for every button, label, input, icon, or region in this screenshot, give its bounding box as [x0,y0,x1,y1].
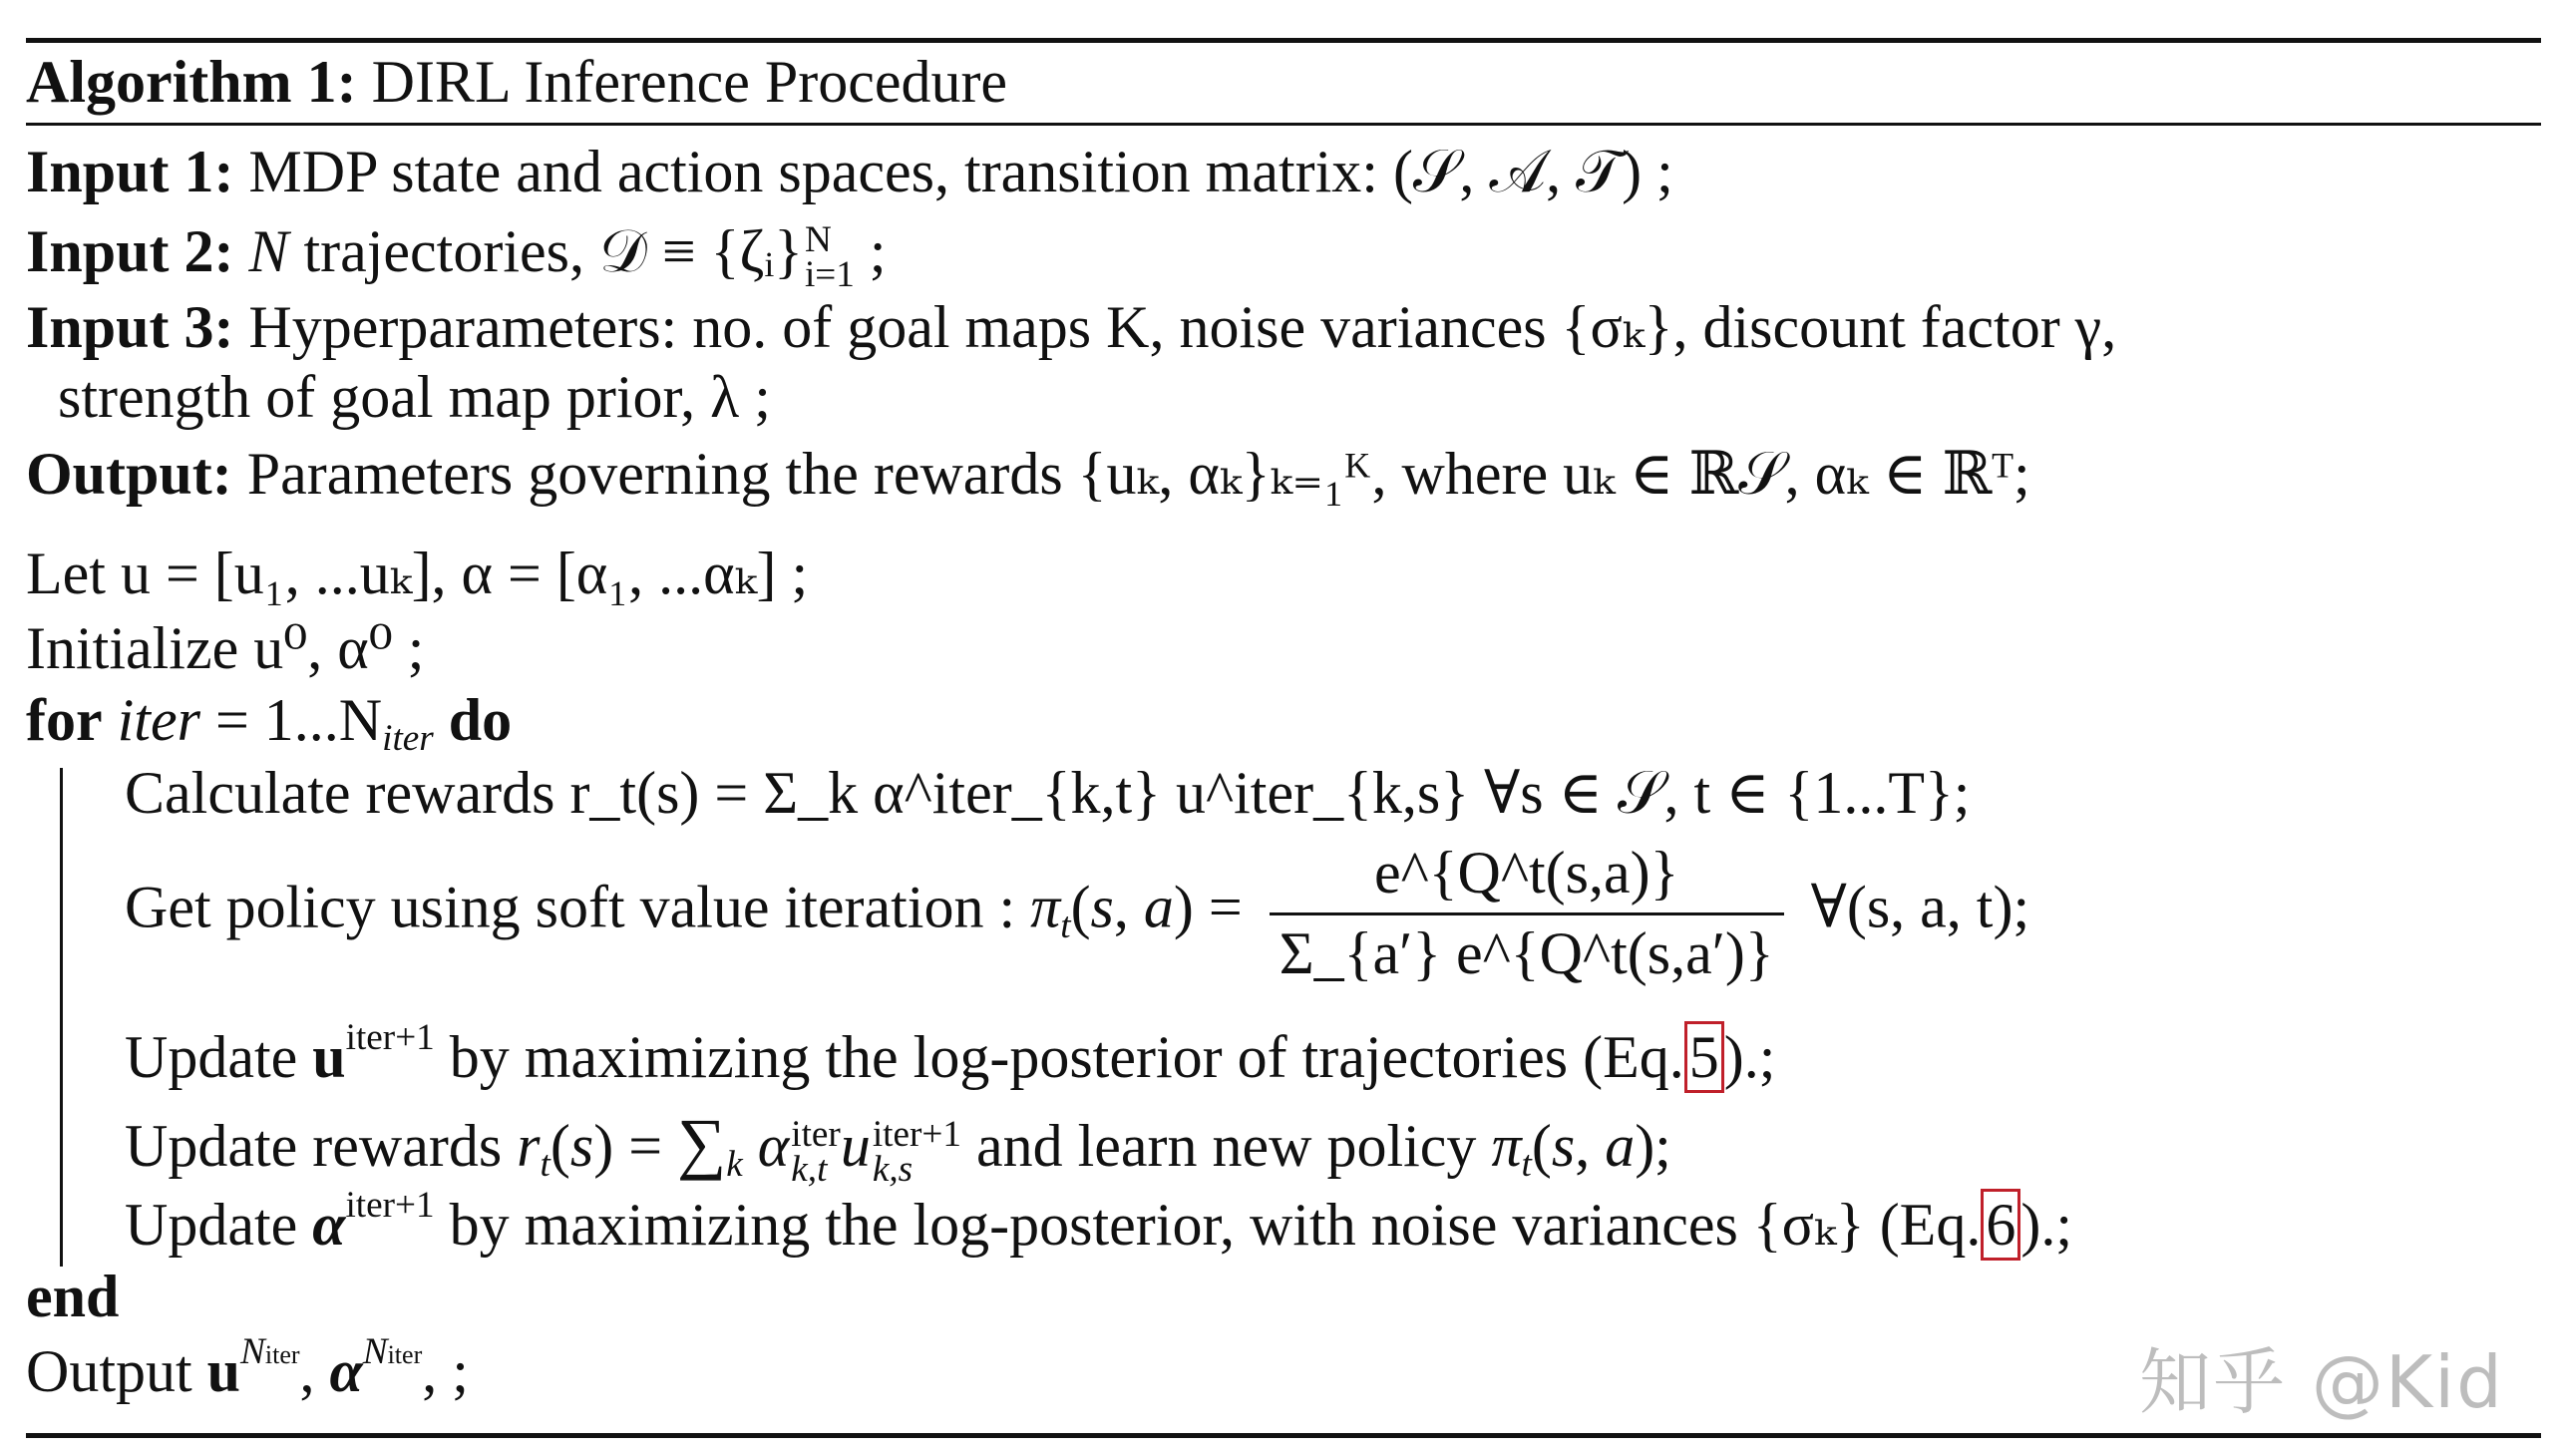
input-3-cont [58,364,771,430]
step-update-alpha: Update $\alpha^{iter+1}$ by maximizing the log-posterior, with noise variances {σₖ} (Eq.6).; [125,1195,2072,1255]
step-calculate-rewards [125,760,1971,826]
input-3-line2: strength of goal map prior, λ ; [58,364,771,430]
for-var: iter [117,687,200,753]
policy-numerator: e^{Q^t(s,a)} [1270,843,1784,915]
final-output-text: Output [26,1338,192,1404]
step4-pre: Update rewards [125,1113,503,1179]
top-rule [26,38,2541,43]
let-text: Let u = [u₁, ...uₖ], α = [α₁, ...αₖ] ; [26,541,809,606]
input-3 [26,294,2117,360]
step4-mid: and learn new policy [975,1113,1477,1179]
watermark: 知乎 @Kid [2139,1340,2504,1424]
step3-mid: by maximizing the log-posterior of trajectories (Eq. [449,1024,1684,1090]
step5-mid: by maximizing the log-posterior, with noise variances {σₖ} (Eq. [449,1192,1982,1258]
step-get-policy: Get policy using soft value iteration : $\pi_t(s$, a) = $\frac{e\^{}\{Q\^{}t(s,a)\}}{\Sigma\_\{a'\} e\^{}\{Q\^{}t(s,a')\}}$ ∀(s, a, t); [125,840,2030,986]
input-1-label: Input 1: [26,139,234,204]
input-3-line1: Hyperparameters: no. of goal maps K, noise variances {σₖ}, discount factor γ, [248,294,2117,360]
end-keyword: end [26,1264,120,1329]
policy-fraction [1270,840,1784,986]
for-keyword: for [26,687,103,753]
step-update-u: Update $u^{iter+1}$ by maximizing the log-posterior of trajectories (Eq.5).; [125,1027,1775,1087]
header-rule [26,123,2541,126]
input-2-label: Input 2: [26,218,234,284]
step5-pre: Update [125,1192,298,1258]
algorithm-title: DIRL Inference Procedure [371,49,1008,115]
eq5-ref-box[interactable]: 5 [1684,1021,1724,1093]
policy-denominator: Σ_{a′} e^{Q^t(s,a′)} [1279,920,1774,986]
output-label: Output: [26,441,232,507]
step1-text: Calculate rewards r_t(s) = Σ_k α^iter_{k,t} u^iter_{k,s} ∀s ∈ 𝒮, t ∈ {1...T}; [125,760,1971,826]
input-1-math: (𝒮, 𝒜, 𝒯) ; [1392,139,1673,204]
do-keyword: do [448,687,513,753]
bottom-rule [26,1433,2541,1438]
step4-end: ; [1654,1113,1671,1179]
input-2-set: 𝒟 ≡ {ζᵢ} [598,218,803,284]
step3-end: ).; [1723,1024,1776,1090]
step3-pre: Update [125,1024,298,1090]
algorithm-label: Algorithm 1: [26,49,357,115]
input-2 [26,218,887,296]
eq6-ref-box[interactable]: 6 [1981,1189,2020,1261]
output-text: Parameters governing the rewards {uₖ, αₖ}ₖ₌₁ᴷ, where uₖ ∈ ℝ𝒮, αₖ ∈ ℝᵀ; [246,441,2030,507]
loop-bar [60,768,63,1267]
let-line [26,541,809,606]
input-2-sub: i=1 [804,254,855,296]
algorithm-header [26,49,1008,115]
step2-text: Get policy using soft value iteration : [125,874,1016,940]
input-3-label: Input 3: [26,294,234,360]
end-line [26,1264,120,1329]
for-line [26,687,513,760]
input-1 [26,139,1673,204]
step2-tail: ∀(s, a, t); [1810,874,2030,940]
input-1-text: MDP state and action spaces, transition matrix: [248,139,1378,204]
input-2-text: trajectories, [303,218,584,284]
input-2-sup: N [804,218,832,260]
final-output-line: Output $u^{Niter}$, $\alpha^{Niter}$, ; [26,1331,469,1404]
for-sub: iter [382,718,434,760]
init-line [26,615,425,681]
init-text: Initialize u⁰, α⁰ ; [26,615,425,681]
step5-end: ).; [2020,1192,2072,1258]
step-update-rewards: Update rewards $r_t(s) = \sum_k$ α iter k,t u iter+1 k,s and learn new policy $\pi_t(s$, a); [125,1105,1671,1191]
input-2-tail: ; [869,218,887,284]
for-range: = 1...N [214,687,383,753]
output-line [26,441,2030,507]
input-2-var: N [248,218,289,284]
